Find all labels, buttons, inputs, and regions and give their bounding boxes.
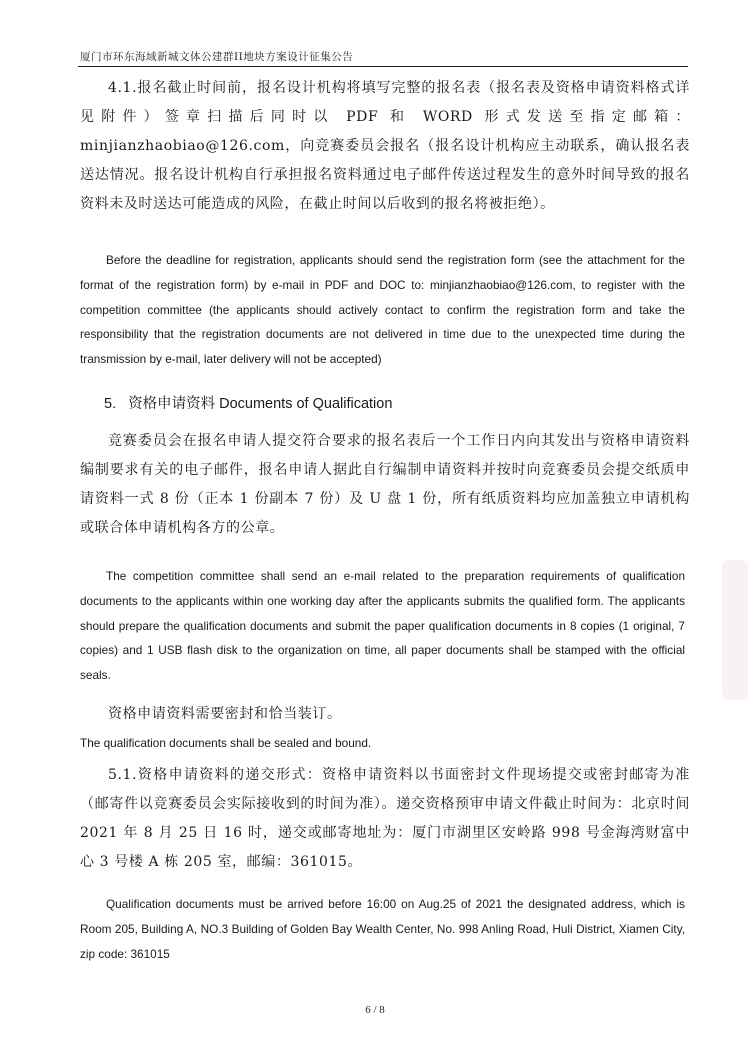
section-5-english-paragraph: The competition committee shall send an e-mail related to the preparation requirements of qualification documents to the applicants within one working day after the applicants submits the qualified form. The applicants should prepare the qualification documents and submit the paper qualification documents in 8 copies (1 original, 7 copies) and 1 USB flash disk to the organization on time, all paper documents shall be stamped with the official seals. [80, 569, 685, 683]
sealing-note-english: The qualification documents shall be sealed and bound. [80, 736, 372, 750]
seal-stamp-edge [722, 560, 748, 700]
section-4-1-chinese: 4.1.报名截止时间前，报名设计机构将填写完整的报名表（报名表及资格申请资料格式详见附件）签章扫描后同时以 PDF 和 WORD 形式发送至指定邮箱：minjianzhaobiao@126.com，向竞赛委员会报名（报名设计机构应主动联系，确认报名表送达情况。报名设计机构自行承担报名资料通过电子邮件传送过程发生的意外时间导致的报名资料未及时送达可能造成的风险，在截止时间以后收到的报名将被拒绝）。 [80, 80, 690, 212]
section-5-heading [104, 392, 392, 413]
section-5-number: 5. [104, 396, 117, 412]
section-5-1-english: Qualification documents must be arrived before 16:00 on Aug.25 of 2021 the designated address, which is Room 205, Building A, NO.3 Building of Golden Bay Wealth Center, No. 998 Anling Road, Huli District, Xiamen City, zip code: 361015 [80, 897, 685, 961]
section-4-1-english: Before the deadline for registration, applicants should send the registration form (see the attachment for the format of the registration form) by e-mail in PDF and DOC to: minjianzhaobiao@126.com, to register with the competition committee (the applicants should actively contact to confirm the registration form and take the responsibility that the registration documents are not delivered in time due to the unexpected time during the transmission by e-mail, later delivery will not be accepted) [80, 253, 685, 367]
section-5-chinese-paragraph: 竞赛委员会在报名申请人提交符合要求的报名表后一个工作日内向其发出与资格申请资料编制要求有关的电子邮件，报名申请人据此自行编制申请资料并按时向竞赛委员会提交纸质申请资料一式 8 份（正本 1 份副本 7 份）及 U 盘 1 份，所有纸质资料均应加盖独立申请机构或联合体申请机构各方的公章。 [80, 433, 690, 536]
section-5-1-chinese: 5.1.资格申请资料的递交形式：资格申请资料以书面密封文件现场提交或密封邮寄为准（邮寄件以竞赛委员会实际接收到的时间为准）。递交资格预审申请文件截止时间为：北京时间 2021 年 8 月 25 日 16 时，递交或邮寄地址为：厦门市湖里区安岭路 998 号金海湾财富中心 3 号楼 A 栋 205 室，邮编：361015。 [80, 767, 690, 870]
section-5-title: 资格申请资料 Documents of Qualification [128, 396, 393, 412]
page-number: 6 / 8 [365, 1004, 385, 1016]
sealing-note-chinese: 资格申请资料需要密封和恰当装订。 [108, 706, 342, 722]
header-divider [78, 66, 688, 67]
running-header: 厦门市环东海域新城文体公建群II地块方案设计征集公告 [80, 51, 354, 63]
